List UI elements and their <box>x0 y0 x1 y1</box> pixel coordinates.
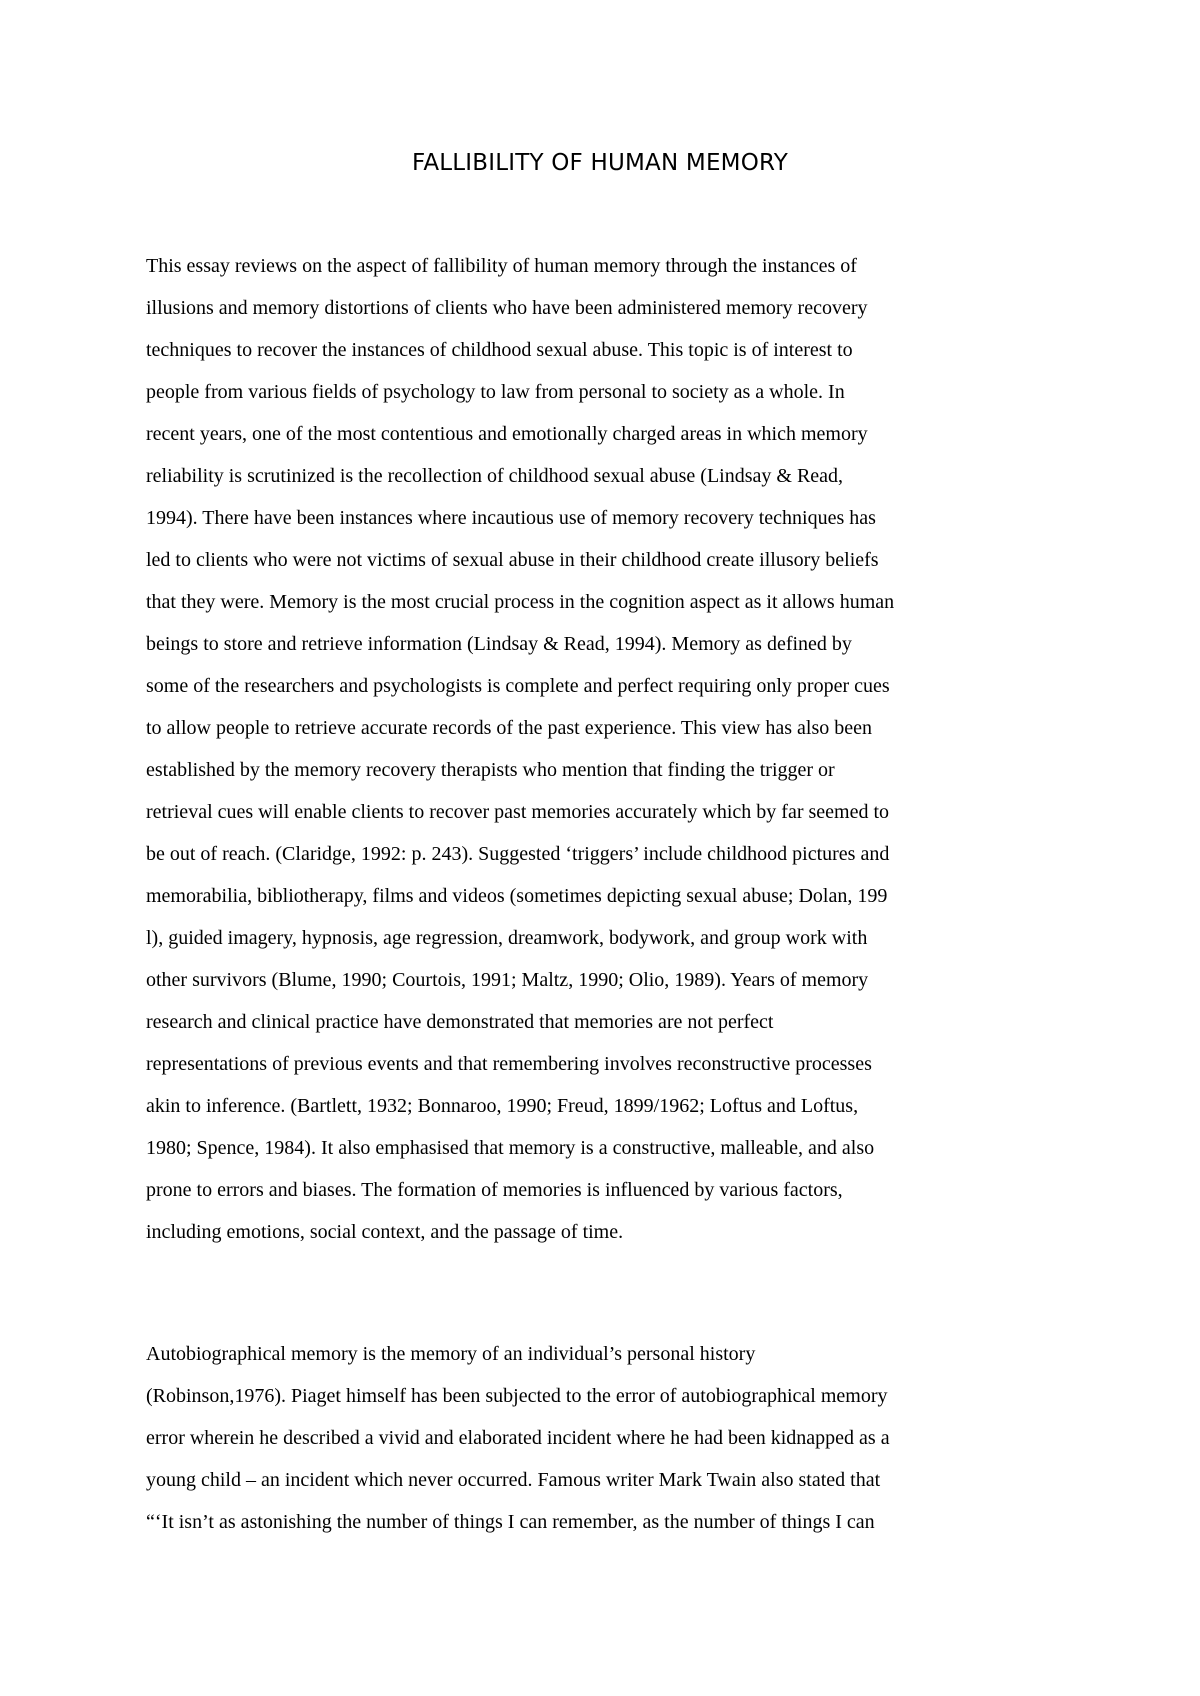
text-line: akin to inference. (Bartlett, 1932; Bonnaroo, 1990; Freud, 1899/1962; Loftus and Loftus, <box>146 1095 859 1117</box>
text-line: young child – an incident which never occurred. Famous writer Mark Twain also stated that <box>146 1469 881 1491</box>
text-line: recent years, one of the most contentious and emotionally charged areas in which memory <box>146 423 868 445</box>
text-line: 1980; Spence, 1984). It also emphasised that memory is a constructive, malleable, and also <box>146 1137 875 1159</box>
document-title: FALLIBILITY OF HUMAN MEMORY <box>412 150 788 176</box>
text-line: some of the researchers and psychologists is complete and perfect requiring only proper cues <box>146 675 890 697</box>
text-line: including emotions, social context, and the passage of time. <box>146 1221 624 1243</box>
text-line: This essay reviews on the aspect of fallibility of human memory through the instances of <box>146 255 857 277</box>
text-line: l), guided imagery, hypnosis, age regression, dreamwork, bodywork, and group work with <box>146 927 868 949</box>
text-line: representations of previous events and that remembering involves reconstructive processes <box>146 1053 872 1075</box>
text-line: techniques to recover the instances of childhood sexual abuse. This topic is of interest to <box>146 339 853 361</box>
text-line: “‘It isn’t as astonishing the number of things I can remember, as the number of things I can <box>146 1511 875 1533</box>
text-line: Autobiographical memory is the memory of an individual’s personal history <box>146 1343 756 1365</box>
text-line: reliability is scrutinized is the recollection of childhood sexual abuse (Lindsay & Read, <box>146 465 844 487</box>
text-line: research and clinical practice have demonstrated that memories are not perfect <box>146 1011 774 1033</box>
text-line: established by the memory recovery therapists who mention that finding the trigger or <box>146 759 835 781</box>
text-line: retrieval cues will enable clients to recover past memories accurately which by far seemed to <box>146 801 890 823</box>
paragraph-1 <box>146 245 1064 1253</box>
text-line: (Robinson,1976). Piaget himself has been subjected to the error of autobiographical memory <box>146 1385 888 1407</box>
text-line: prone to errors and biases. The formation of memories is influenced by various factors, <box>146 1179 843 1201</box>
text-line: beings to store and retrieve information (Lindsay & Read, 1994). Memory as defined by <box>146 633 852 655</box>
paragraph-2 <box>146 1333 1064 1543</box>
text-line: led to clients who were not victims of sexual abuse in their childhood create illusory beliefs <box>146 549 879 571</box>
text-line: to allow people to retrieve accurate records of the past experience. This view has also been <box>146 717 872 739</box>
text-line: memorabilia, bibliotherapy, films and videos (sometimes depicting sexual abuse; Dolan, 199 <box>146 885 888 907</box>
text-line: illusions and memory distortions of clients who have been administered memory recovery <box>146 297 868 319</box>
text-line: error wherein he described a vivid and elaborated incident where he had been kidnapped as a <box>146 1427 890 1449</box>
text-line: other survivors (Blume, 1990; Courtois, 1991; Maltz, 1990; Olio, 1989). Years of memory <box>146 969 869 991</box>
text-line: 1994). There have been instances where incautious use of memory recovery techniques has <box>146 507 876 529</box>
text-line: be out of reach. (Claridge, 1992: p. 243). Suggested ‘triggers’ include childhood pictures and <box>146 843 890 865</box>
text-line: people from various fields of psychology to law from personal to society as a whole. In <box>146 381 845 403</box>
text-line: that they were. Memory is the most crucial process in the cognition aspect as it allows human <box>146 591 895 613</box>
